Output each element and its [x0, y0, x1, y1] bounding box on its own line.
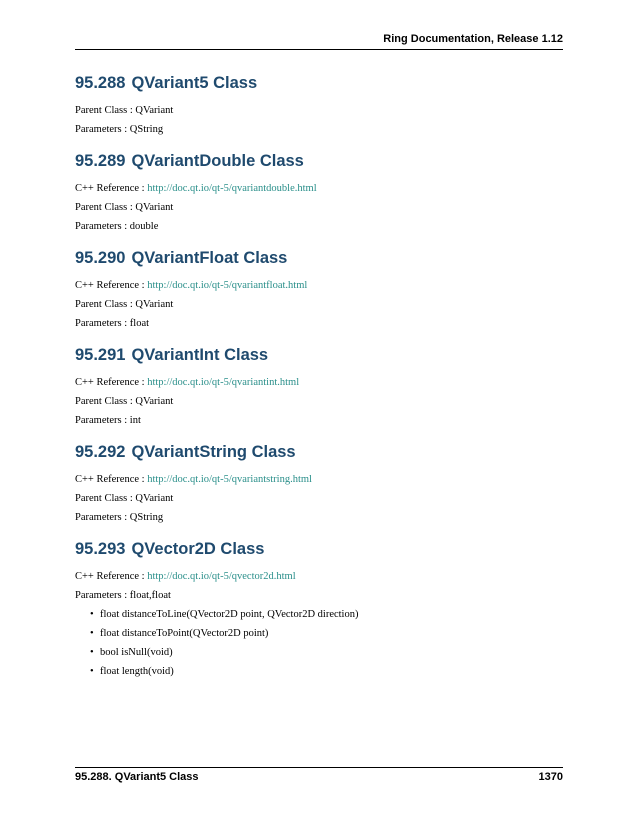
section-number: 95.289	[75, 152, 126, 170]
parameters-text: Parameters : QString	[75, 124, 164, 135]
section-qvector2d	[75, 539, 563, 678]
parent-class-text: Parent Class : QVariant	[75, 396, 174, 407]
cpp-reference-label: C++ Reference :	[75, 571, 148, 582]
section-title: QVariantInt Class	[131, 346, 269, 364]
section-heading	[75, 442, 563, 462]
section-number: 95.291	[75, 346, 126, 364]
parameters-text: Parameters : QString	[75, 512, 164, 523]
method-list	[75, 608, 563, 678]
cpp-reference-link[interactable]: http://doc.qt.io/qt-5/qvariantfloat.html	[147, 280, 308, 291]
method-item: • float length(void)	[100, 665, 563, 678]
cpp-reference-label: C++ Reference :	[75, 280, 148, 291]
method-item: • float distanceToPoint(QVector2D point)	[100, 627, 563, 640]
section-qvariantdouble	[75, 151, 563, 233]
section-qvariantfloat	[75, 248, 563, 330]
section-qvariantstring	[75, 442, 563, 524]
header-rule	[75, 49, 563, 50]
section-heading	[75, 151, 563, 171]
section-heading	[75, 73, 563, 93]
section-number: 95.290	[75, 249, 126, 267]
cpp-reference-label: C++ Reference :	[75, 377, 148, 388]
cpp-reference-link[interactable]: http://doc.qt.io/qt-5/qvector2d.html	[147, 571, 296, 582]
section-title: QVariantDouble Class	[131, 152, 304, 170]
parent-class-text: Parent Class : QVariant	[75, 105, 174, 116]
cpp-reference-link[interactable]: http://doc.qt.io/qt-5/qvariantstring.html	[147, 474, 312, 485]
section-title: QVariantFloat Class	[131, 249, 288, 267]
cpp-reference-label: C++ Reference :	[75, 183, 148, 194]
section-title: QVariant5 Class	[131, 74, 258, 92]
running-header: Ring Documentation, Release 1.12	[383, 33, 563, 45]
cpp-reference-line	[75, 376, 563, 389]
running-footer	[75, 771, 563, 783]
section-number: 95.288	[75, 74, 126, 92]
parameters-text: Parameters : float,float	[75, 590, 171, 601]
parameters-text: Parameters : double	[75, 221, 159, 232]
section-heading	[75, 345, 563, 365]
method-item: • float distanceToLine(QVector2D point, QVector2D direction)	[100, 608, 563, 621]
footer-section: 95.288. QVariant5 Class	[75, 771, 199, 783]
cpp-reference-label: C++ Reference :	[75, 474, 148, 485]
section-heading	[75, 539, 563, 559]
page-content	[75, 58, 563, 684]
section-number: 95.293	[75, 540, 126, 558]
method-item: • bool isNull(void)	[100, 646, 563, 659]
parent-class-text: Parent Class : QVariant	[75, 202, 174, 213]
cpp-reference-link[interactable]: http://doc.qt.io/qt-5/qvariantdouble.html	[147, 183, 317, 194]
cpp-reference-line	[75, 473, 563, 486]
parent-class-text: Parent Class : QVariant	[75, 299, 174, 310]
section-qvariant5	[75, 73, 563, 136]
cpp-reference-line	[75, 182, 563, 195]
section-heading	[75, 248, 563, 268]
section-title: QVector2D Class	[131, 540, 265, 558]
footer-rule	[75, 767, 563, 768]
parameters-text: Parameters : int	[75, 415, 141, 426]
page-number: 1370	[538, 771, 563, 783]
parameters-text: Parameters : float	[75, 318, 150, 329]
section-number: 95.292	[75, 443, 126, 461]
section-title: QVariantString Class	[131, 443, 296, 461]
parent-class-text: Parent Class : QVariant	[75, 493, 174, 504]
cpp-reference-link[interactable]: http://doc.qt.io/qt-5/qvariantint.html	[147, 377, 300, 388]
cpp-reference-line	[75, 279, 563, 292]
section-qvariantint	[75, 345, 563, 427]
cpp-reference-line	[75, 570, 563, 583]
